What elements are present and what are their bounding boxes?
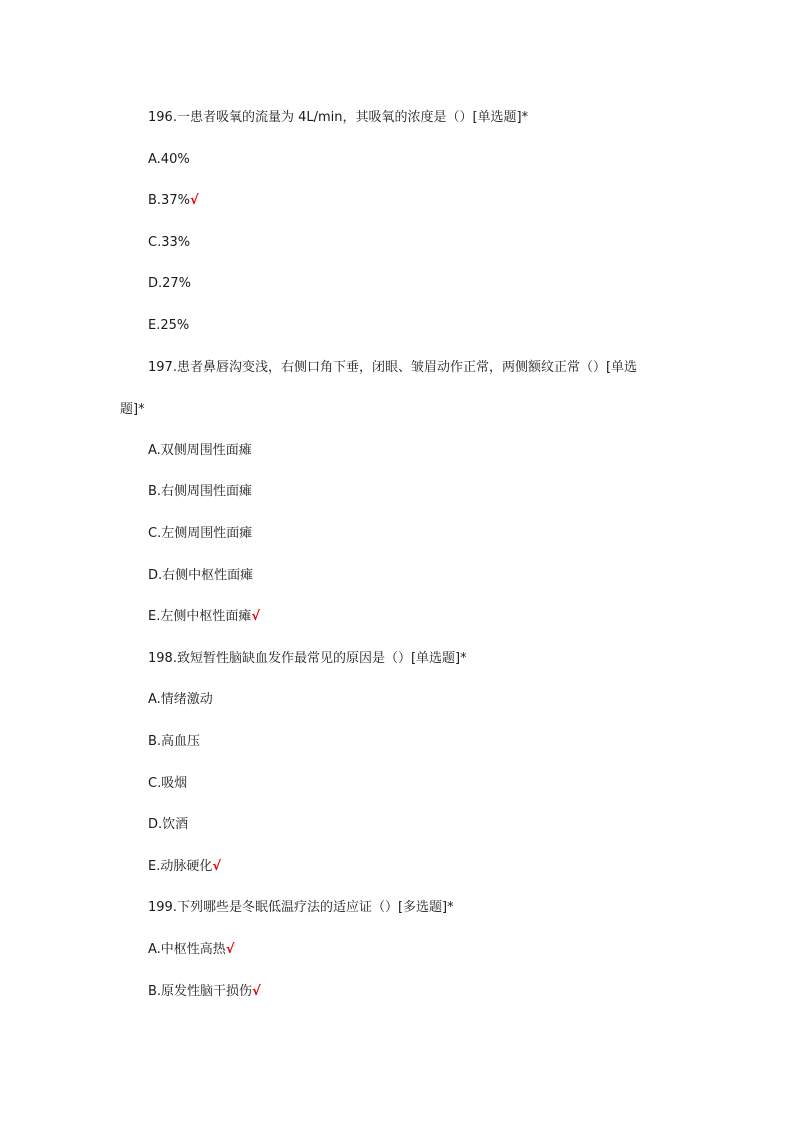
correct-check-icon: √ bbox=[225, 942, 235, 957]
option-text: A.中枢性高热 bbox=[148, 942, 226, 957]
option-text: B.高血压 bbox=[148, 734, 201, 749]
option-198-d bbox=[148, 815, 188, 835]
option-text: A.情绪激动 bbox=[148, 692, 213, 707]
option-196-e bbox=[148, 316, 189, 336]
option-197-e bbox=[148, 607, 260, 627]
option-199-a bbox=[148, 940, 234, 960]
question-196-stem: 196.一患者吸氧的流量为 4L/min，其吸氧的浓度是（）[单选题]* bbox=[148, 110, 529, 125]
option-text: A.双侧周围性面瘫 bbox=[148, 443, 252, 458]
option-text: C.33% bbox=[148, 235, 191, 250]
question-197-stem-line1: 197.患者鼻唇沟变浅，右侧口角下垂，闭眼、皱眉动作正常，两侧额纹正常（）[单选 bbox=[148, 360, 638, 375]
correct-check-icon: √ bbox=[189, 193, 199, 208]
option-text: E.动脉硬化 bbox=[148, 859, 213, 874]
option-196-c bbox=[148, 233, 190, 253]
option-198-b bbox=[148, 732, 200, 752]
correct-check-icon: √ bbox=[252, 984, 261, 999]
option-198-e bbox=[148, 857, 221, 877]
option-197-a bbox=[148, 441, 252, 461]
option-196-a bbox=[148, 150, 190, 170]
option-text: E.左侧中枢性面瘫 bbox=[148, 609, 252, 624]
correct-check-icon: √ bbox=[251, 609, 261, 624]
option-198-a bbox=[148, 690, 213, 710]
option-text: D.右侧中枢性面瘫 bbox=[148, 568, 254, 583]
question-199-stem: 199.下列哪些是冬眠低温疗法的适应证（）[多选题]* bbox=[148, 900, 454, 915]
option-197-c bbox=[148, 524, 252, 544]
option-text: A.40% bbox=[148, 152, 190, 167]
option-text: B.37% bbox=[148, 193, 190, 208]
option-text: D.27% bbox=[148, 276, 192, 291]
option-198-c bbox=[148, 774, 187, 794]
correct-check-icon: √ bbox=[212, 859, 222, 874]
option-text: C.左侧周围性面瘫 bbox=[148, 526, 253, 541]
option-text: B.右侧周围性面瘫 bbox=[148, 484, 253, 499]
option-196-b bbox=[148, 191, 199, 211]
option-196-d bbox=[148, 274, 191, 294]
option-197-b bbox=[148, 482, 252, 502]
option-197-d bbox=[148, 566, 253, 586]
question-198-stem: 198.致短暂性脑缺血发作最常见的原因是（）[单选题]* bbox=[148, 651, 467, 666]
option-199-b bbox=[148, 982, 261, 1002]
option-text: B.原发性脑干损伤 bbox=[148, 984, 253, 999]
option-text: C.吸烟 bbox=[148, 776, 188, 791]
option-text: E.25% bbox=[148, 318, 190, 333]
option-text: D.饮酒 bbox=[148, 817, 189, 832]
question-197-stem-line2: 题]* bbox=[120, 402, 145, 417]
